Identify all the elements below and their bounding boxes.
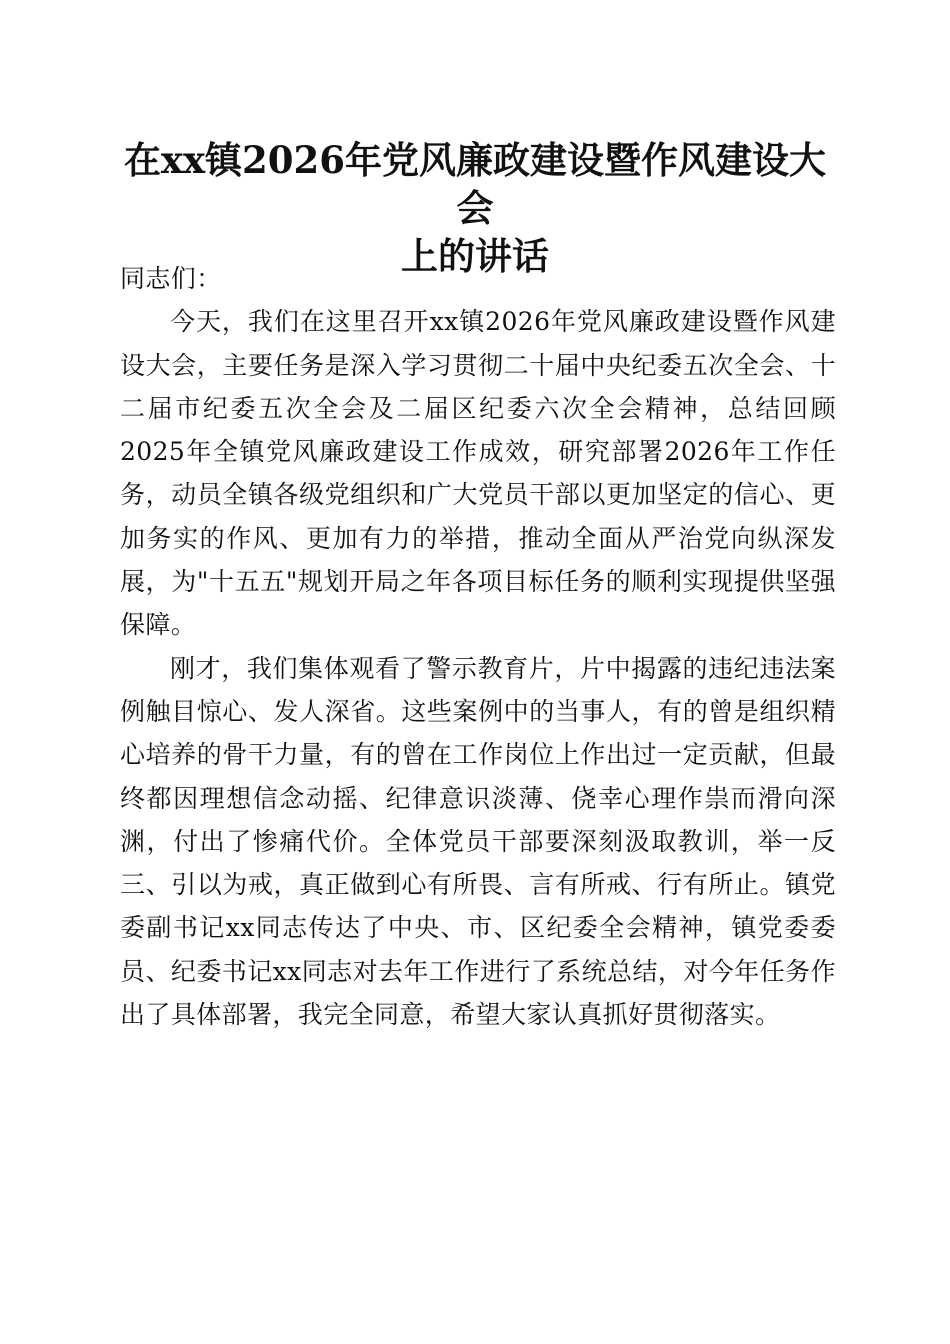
document-body xyxy=(120,257,836,1036)
paragraph-1: 今天，我们在这里召开xx镇2026年党风廉政建设暨作风建设大会，主要任务是深入学习贯彻二十届中央纪委五次全会、十二届市纪委五次全会及二届区纪委六次全会精神，总结回顾2025年全镇党风廉政建设工作成效，研究部署2026年工作任务，动员全镇各级党组织和广大党员干部以更加坚定的信心、更加务实的作风、更加有力的举措，推动全面从严治党向纵深发展，为"十五五"规划开局之年各项目标任务的顺利实现提供坚强保障。 xyxy=(120,307,836,640)
title-line-2: 上的讲话 xyxy=(401,234,549,278)
paragraph-2: 刚才，我们集体观看了警示教育片，片中揭露的违纪违法案例触目惊心、发人深省。这些案例中的当事人，有的曾是组织精心培养的骨干力量，有的曾在工作岗位上作出过一定贡献，但最终都因理想信念动摇、纪律意识淡薄、侥幸心理作祟而滑向深渊，付出了惨痛代价。全体党员干部要深刻汲取教训，举一反三、引以为戒，真正做到心有所畏、言有所戒、行有所止。镇党委副书记xx同志传达了中央、市、区纪委全会精神，镇党委委员、纪委书记xx同志对去年工作进行了系统总结，对今年任务作出了具体部署，我完全同意，希望大家认真抓好贯彻落实。 xyxy=(120,653,836,1030)
salutation: 同志们： xyxy=(120,264,222,293)
title-line-1: 在xx镇2026年党风廉政建设暨作风建设大会 xyxy=(123,138,827,230)
